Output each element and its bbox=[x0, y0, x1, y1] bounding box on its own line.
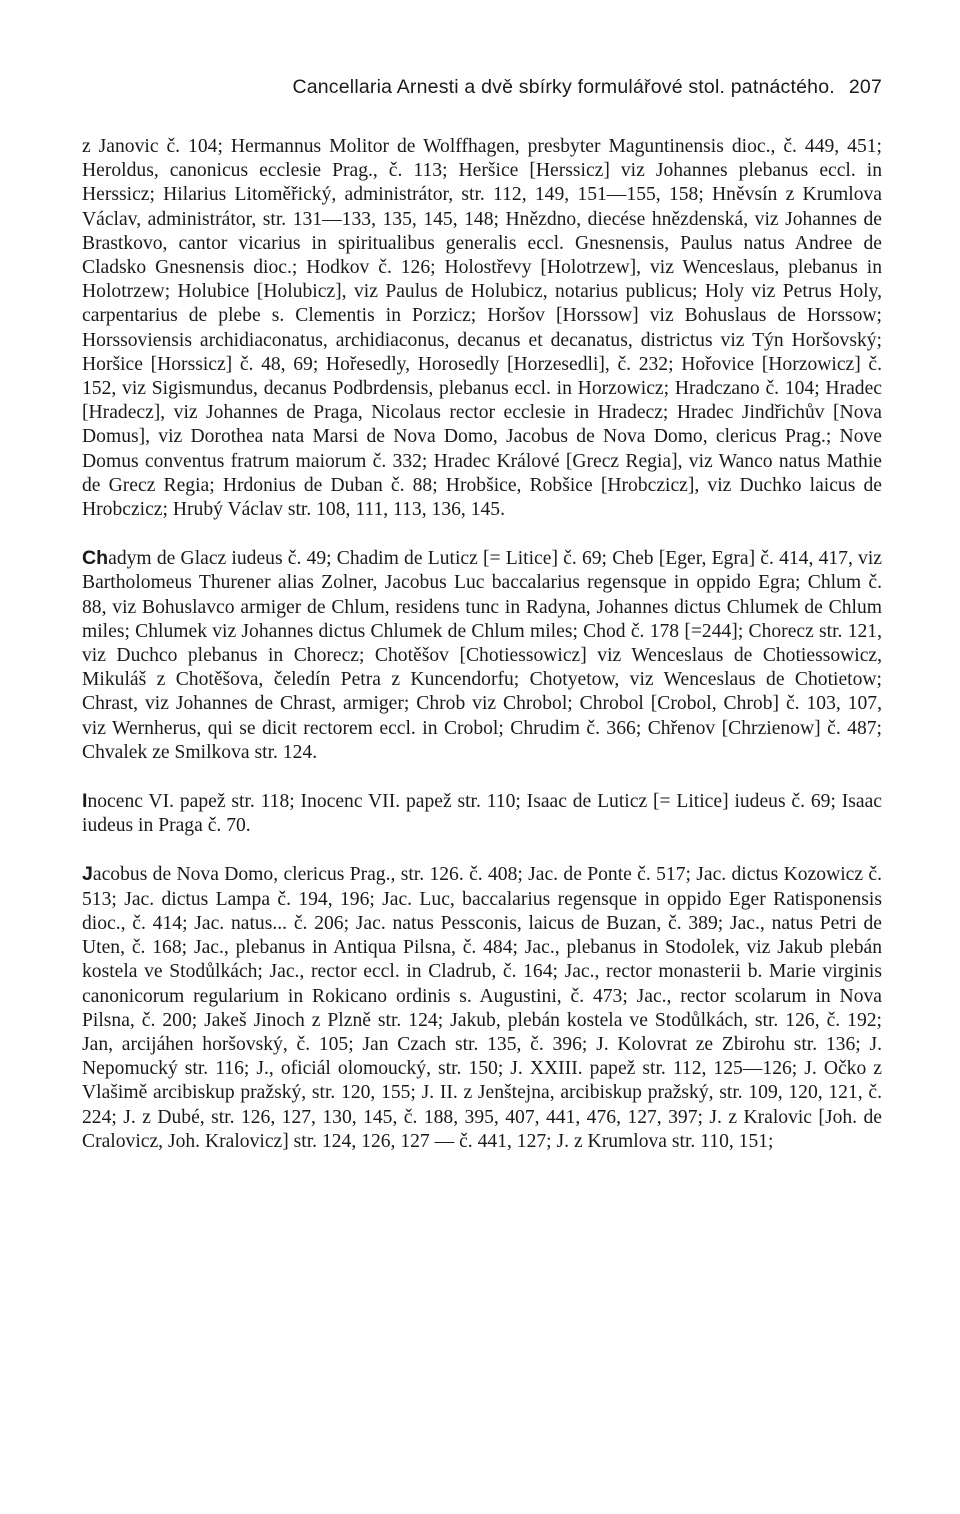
page-number: 207 bbox=[848, 76, 882, 98]
index-entry-h-continued bbox=[82, 135, 882, 522]
index-entry-text: z Janovic č. 104; Hermannus Molitor de Wolffhagen, presbyter Maguntinensis dioc., č. 449, 451; Heroldus, canonicus ecclesie Prag., č. 113; Heršice [Herssicz] viz Johannes plebanus eccl. in Herssicz; Hilarius Litoměřický, administrátor, str. 112, 149, 151—155, 158; Hněvsín z Krumlova Václav, administrátor, str. 131—133, 135, 145, 148; Hnězdno, diecése hnězdenská, viz Johannes de Brastkovo, cantor vicarius in spiritualibus generalis eccl. Gnesnensis, Paulus natus Andree de Cladsko Gnesnensis dioc.; Hodkov č. 126; Holostřevy [Holotrzew], viz Wenceslaus, plebanus in Holotrzew; Holubice [Holubicz], viz Paulus de Holubicz, notarius publicus; Holy viz Petrus Holy, carpentarius de plebe s. Clementis in Porzicz; Horšov [Horssow] viz Bohuslaus de Horssow; Horssoviensis archidiaconatus, archidiaconus, decanus et decanatus, districtus viz Týn Horšovský; Horšice [Horssicz] č. 48, 69; Hořesedly, Horosedly [Horzesedli], č. 232; Hořovice [Horzowicz] č. 152, viz Sigismundus, decanus Podbrdensis, plebanus eccl. in Horzowicz; Hradczano č. 104; Hradec [Hradecz], viz Johannes de Praga, Nicolaus rector ecclesie in Hradecz; Hradec Jindřichův [Nova Domus], viz Dorothea nata Marsi de Nova Domo, Jacobus de Nova Domo, clericus Prag.; Nove Domus conventus fratrum maiorum č. 332; Hradec Králové [Grecz Regia], viz Wanco natus Mathie de Grecz Regia; Hrdonius de Duban č. 88; Hrobšice, Robšice [Hrobczicz], viz Duchko laicus de Hrobczicz; Hrubý Václav str. 108, 111, 113, 136, 145. bbox=[82, 136, 882, 521]
entry-initial: J bbox=[82, 863, 93, 886]
index-entry-j bbox=[82, 862, 882, 1153]
index-entry-i bbox=[82, 789, 882, 838]
running-head bbox=[82, 76, 882, 99]
index-entry-text: nocenc VI. papež str. 118; Inocenc VII. papež str. 110; Isaac de Luticz [= Litice] iudeus č. 69; Isaac iudeus in Praga č. 70. bbox=[82, 791, 882, 837]
entry-initial: Ch bbox=[82, 547, 109, 570]
entry-initial: I bbox=[82, 790, 88, 813]
index-entry-text: adym de Glacz iudeus č. 49; Chadim de Luticz [= Litice] č. 69; Cheb [Eger, Egra] č. 414, 417, viz Bartholomeus Thurener alias Zolner, Jacobus Luc baccalarius regensque in oppido Egra; Chlum č. 88, viz Bohuslavco armiger de Chlum, residens tunc in Radyna, Johannes dictus Chlumek de Chlum miles; Chlumek viz Johannes dictus Chlumek de Chlum miles; Chod č. 178 [=244]; Chorecz str. 121, viz Duchco plebanus in Chorecz; Chotěšov [Chotiessowicz] viz Wenceslaus de Chotiessowicz, Mikuláš z Chotěšova, čeledín Petra z Kuncendorfu; Chotyetow, viz Wenceslaus de Chotietow; Chrast, viz Johannes de Chrast, armiger; Chrob viz Chrobol; Chrobol [Crobol, Chrob] č. 103, 107, viz Wernherus, qui se dicit rectorem eccl. in Crobol; Chrudim č. 366; Chřenov [Chrzienow] č. 487; Chvalek ze Smilkova str. 124. bbox=[82, 548, 882, 763]
index-entry-ch bbox=[82, 546, 882, 765]
running-head-title: Cancellaria Arnesti a dvě sbírky formulářové stol. patnáctého. bbox=[292, 76, 835, 98]
index-entry-text: acobus de Nova Domo, clericus Prag., str. 126. č. 408; Jac. de Ponte č. 517; Jac. dictus Kozowicz č. 513; Jac. dictus Lampa č. 194, 196; Jac. Luc, baccalarius regensque in oppido Eger Ratisponensis dioc., č. 414; Jac. natus... č. 206; Jac. natus Pessconis, laicus de Buzan, č. 389; Jac., natus Petri de Uten, č. 168; Jac., plebanus in Antiqua Pilsna, č. 484; Jac., plebanus in Stodolek, viz Jakub plebán kostela ve Stodůlkách; Jac., rector eccl. in Cladrub, č. 164; Jac., rector monasterii b. Marie virginis canonicorum regularium in Rokicano ordinis s. Augustini, č. 473; Jac., rector scolarum in Nova Pilsna, č. 200; Jakeš Jinoch z Plzně str. 124; Jakub, plebán kostela ve Stodůlkách, str. 126, č. 192; Jan, arcijáhen horšovský, č. 105; Jan Czach str. 135, č. 396; J. Kolovrat ze Zbirohu str. 136; J. Nepomucký str. 116; J., oficiál olomoucký, str. 150; J. XXIII. papež str. 112, 125—126; J. Očko z Vlašimě arcibiskup pražský, str. 120, 155; J. II. z Jenštejna, arcibiskup pražský, str. 109, 120, 121, č. 224; J. z Dubé, str. 126, 127, 130, 145, č. 188, 395, 407, 441, 476, 127, 397; J. z Kralovic [Joh. de Cralovicz, Joh. Kralovicz] str. 124, 126, 127 — č. 441, 127; J. z Krumlova str. 110, 151; bbox=[82, 864, 882, 1152]
